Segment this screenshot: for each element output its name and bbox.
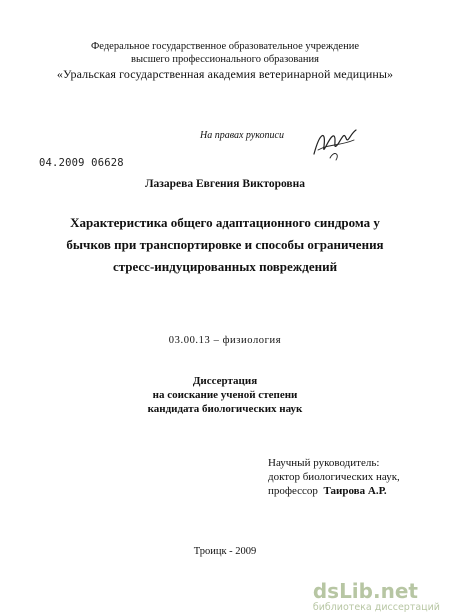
institution-line-3: «Уральская государственная академия ветеринарной медицины» — [56, 67, 394, 81]
watermark-subtitle: библиотека диссертаций — [312, 602, 440, 613]
rights-note: На правах рукописи — [200, 130, 284, 141]
supervisor-title: профессор — [268, 485, 318, 497]
dissertation-line-2: на соискание ученой степени — [152, 389, 298, 401]
registration-stamp: 04.2009 06628 — [39, 157, 124, 169]
signature-icon — [310, 124, 362, 164]
title-line-2: бычков при транспортировке и способы ограничения — [66, 237, 384, 252]
specialty-code: 03.00.13 – физиология — [168, 335, 282, 346]
author-name: Лазарева Евгения Викторовна — [144, 178, 306, 190]
place-year: Троицк - 2009 — [193, 546, 257, 557]
title-line-3: стресс-индуцированных повреждений — [112, 259, 338, 274]
watermark-logo: dsLib.net — [312, 579, 418, 603]
dissertation-line-3: кандидата биологических наук — [147, 403, 303, 415]
title-line-1: Характеристика общего адаптационного синдрома у — [70, 215, 380, 230]
supervisor-name-line — [268, 485, 387, 497]
supervisor-heading: Научный руководитель: — [268, 457, 380, 469]
institution-line-2: высшего профессионального образования — [131, 54, 319, 65]
supervisor-name: Таирова А.Р. — [323, 485, 387, 497]
institution-line-1: Федеральное государственное образовательное учреждение — [91, 41, 359, 52]
supervisor-degree: доктор биологических наук, — [268, 471, 400, 483]
watermark — [313, 581, 440, 613]
dissertation-line-1: Диссертация — [192, 375, 258, 387]
